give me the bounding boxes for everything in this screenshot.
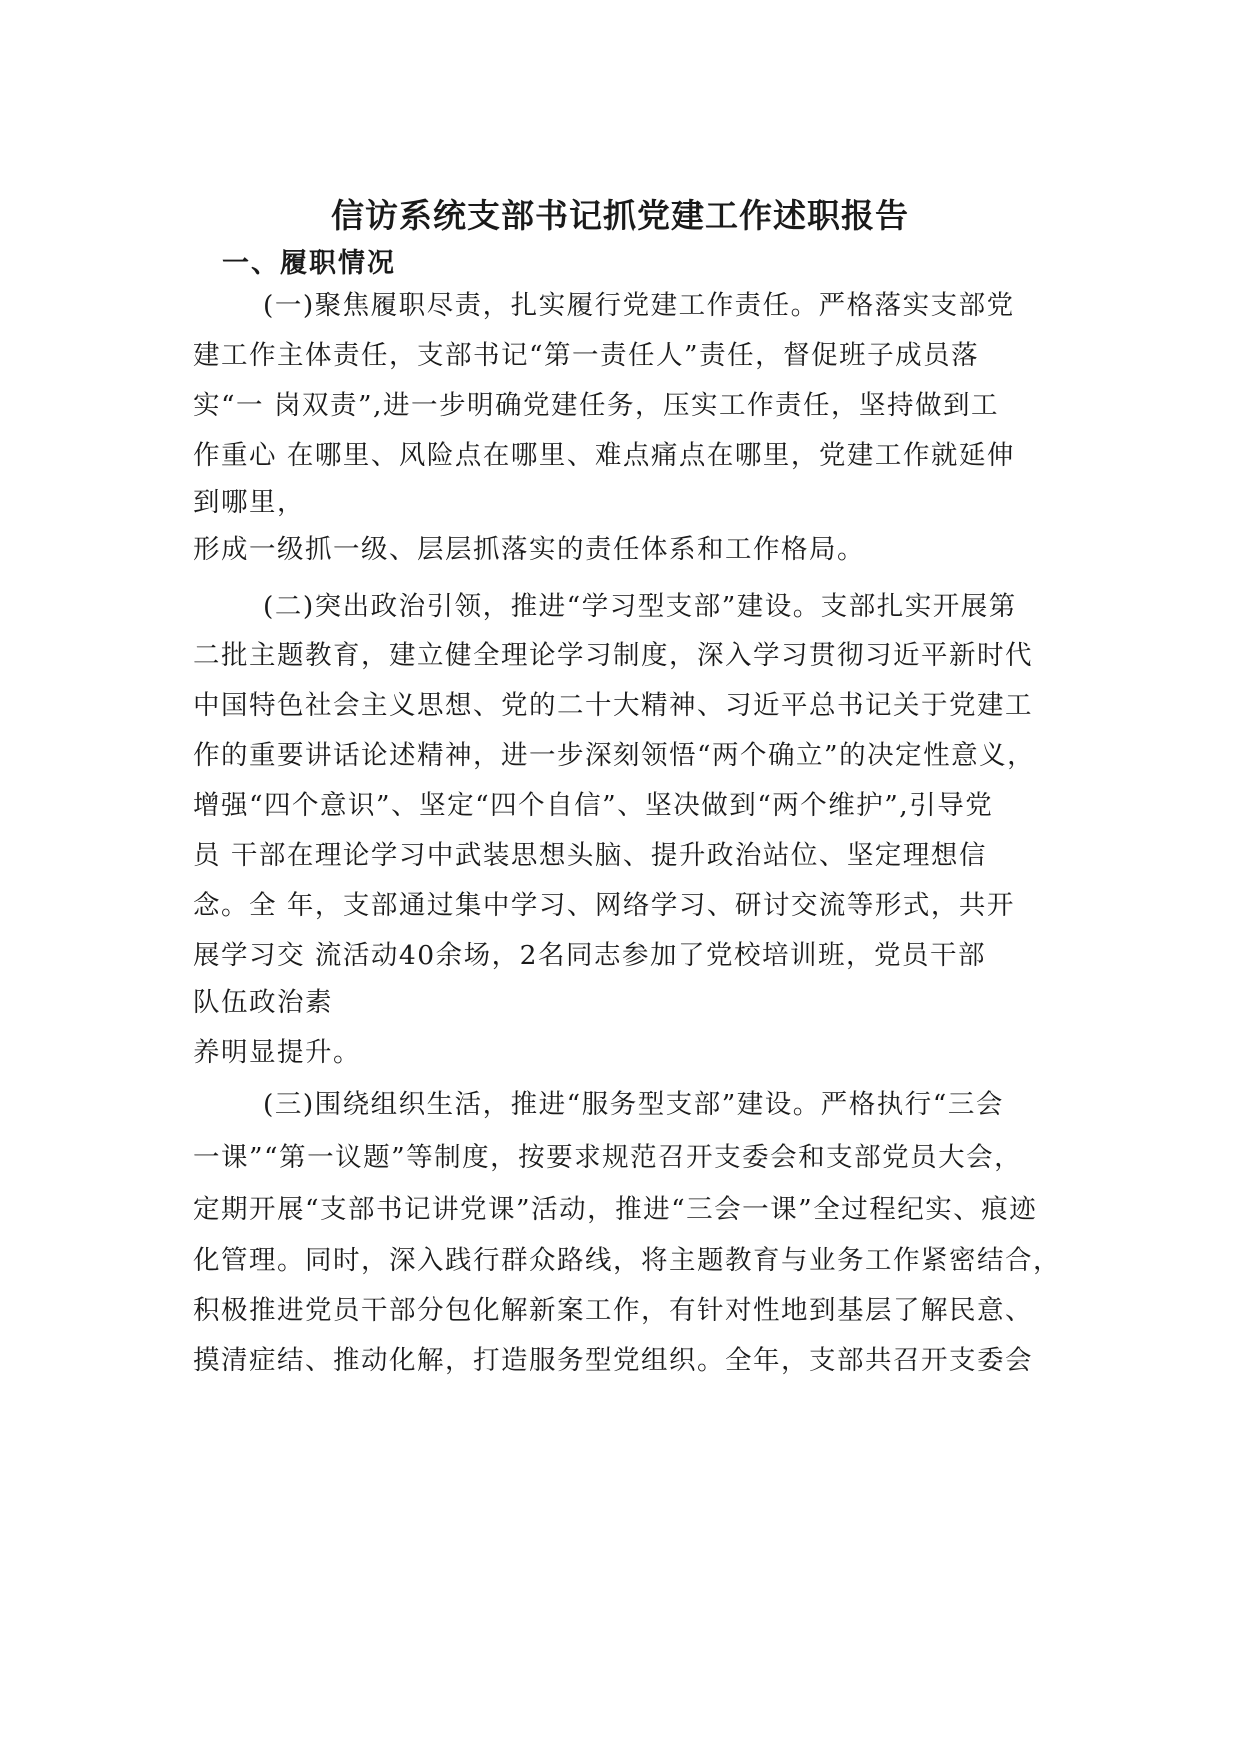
paragraph-line: 作重心 在哪里、风险点在哪里、难点痛点在哪里，党建工作就延伸	[193, 440, 1015, 471]
paragraph-line: 一课”“第一议题”等制度，按要求规范召开支委会和支部党员大会，	[193, 1142, 1023, 1173]
paragraph-line: 化管理。同时，深入践行群众路线，将主题教育与业务工作紧密结合，	[193, 1245, 1061, 1276]
paragraph-line: 念。全 年，支部通过集中学习、网络学习、研讨交流等形式，共开	[193, 890, 1015, 921]
paragraph-line: 作的重要讲话论述精神，进一步深刻领悟“两个确立”的决定性意义，	[193, 740, 1036, 771]
document-title: 信访系统支部书记抓党建工作述职报告	[331, 196, 909, 235]
paragraph-line: 实“一 岗双责”,进一步明确党建任务，压实工作责任，坚持做到工	[193, 390, 999, 421]
paragraph-line: 形成一级抓一级、层层抓落实的责任体系和工作格局。	[193, 534, 865, 565]
paragraph-line: 展学习交 流活动40余场，2名同志参加了党校培训班，党员干部	[193, 940, 987, 971]
paragraph-line: 摸清症结、推动化解，打造服务型党组织。全年，支部共召开支委会	[193, 1345, 1033, 1376]
paragraph-line: (一)聚焦履职尽责，扎实履行党建工作责任。严格落实支部党	[263, 290, 1015, 321]
paragraph-line: 到哪里，	[193, 487, 305, 518]
paragraph-line: 建工作主体责任，支部书记“第一责任人”责任，督促班子成员落	[193, 340, 980, 371]
paragraph-line: 积极推进党员干部分包化解新案工作，有针对性地到基层了解民意、	[193, 1295, 1033, 1326]
paragraph-line: 二批主题教育，建立健全理论学习制度，深入学习贯彻习近平新时代	[193, 640, 1033, 671]
paragraph-line: 增强“四个意识”、坚定“四个自信”、坚决做到“两个维护”,引导党	[193, 790, 994, 821]
paragraph-line: 养明显提升。	[193, 1037, 361, 1068]
paragraph-line: (三)围绕组织生活，推进“服务型支部”建设。严格执行“三会	[263, 1089, 1004, 1120]
paragraph-line: (二)突出政治引领，推进“学习型支部”建设。支部扎实开展第	[263, 591, 1017, 622]
section-heading: 一、履职情况	[222, 248, 396, 279]
paragraph-line: 定期开展“支部书记讲党课”活动，推进“三会一课”全过程纪实、痕迹	[193, 1194, 1038, 1225]
paragraph-line: 队伍政治素	[193, 987, 333, 1018]
paragraph-line: 员 干部在理论学习中武装思想头脑、提升政治站位、坚定理想信	[193, 840, 987, 871]
paragraph-line: 中国特色社会主义思想、党的二十大精神、习近平总书记关于党建工	[193, 690, 1033, 721]
